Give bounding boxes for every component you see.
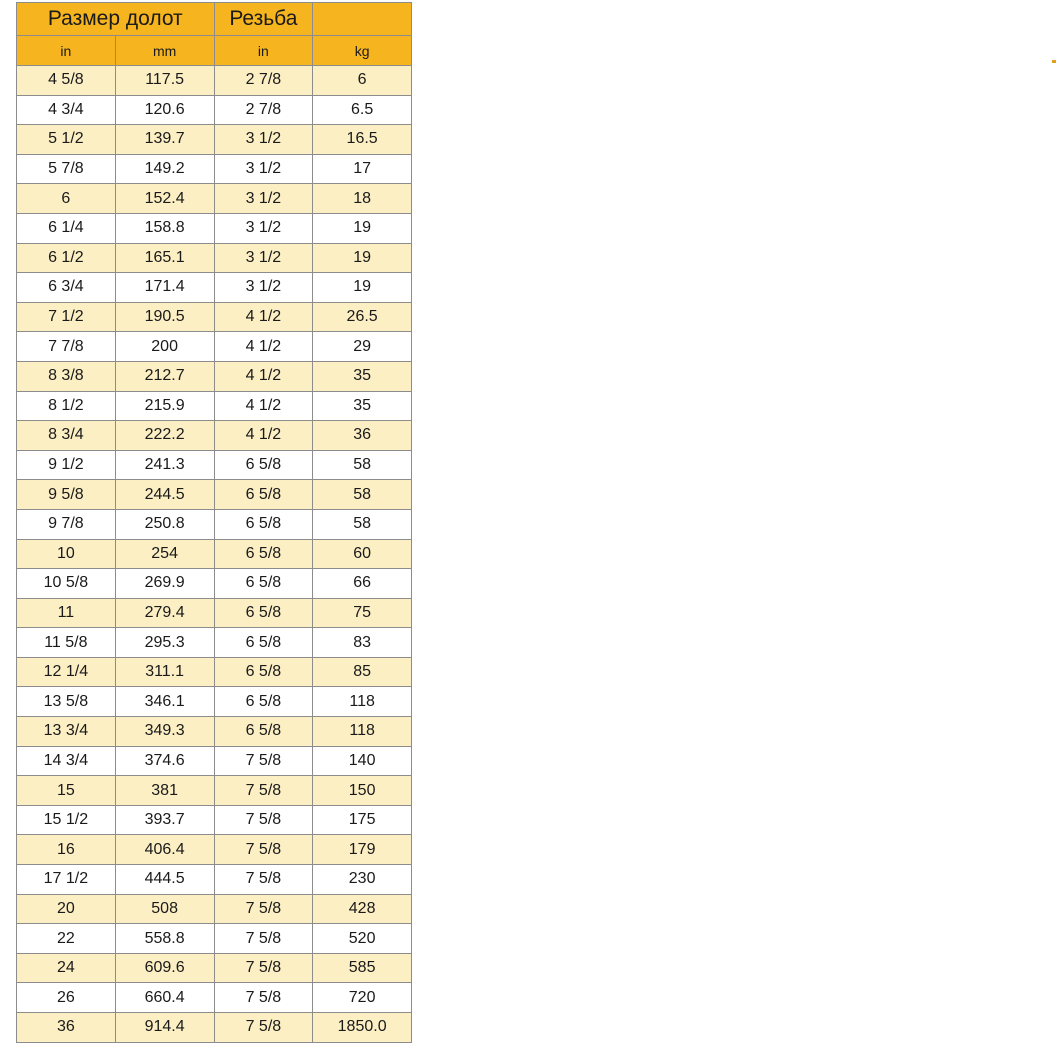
- size-in-cell: 20: [17, 894, 116, 924]
- size-in-cell: 14 3/4: [17, 746, 116, 776]
- thread-in-cell: 2 7/8: [214, 95, 313, 125]
- weight-kg-cell: 175: [313, 805, 412, 835]
- size-mm-cell: 171.4: [115, 273, 214, 303]
- thread-in-cell: 4 1/2: [214, 391, 313, 421]
- table-row: [17, 776, 412, 806]
- size-in-cell: 17 1/2: [17, 865, 116, 895]
- thread-in-cell: 3 1/2: [214, 273, 313, 303]
- table-row: [17, 835, 412, 865]
- table-row: [17, 332, 412, 362]
- bit-size-header: Размер долот: [17, 3, 215, 36]
- weight-kg-cell: 16.5: [313, 125, 412, 155]
- weight-kg-cell: 6: [313, 66, 412, 96]
- thread-in-cell: 7 5/8: [214, 1013, 313, 1043]
- thread-in-cell: 3 1/2: [214, 125, 313, 155]
- table-row: [17, 361, 412, 391]
- size-in-cell: 10: [17, 539, 116, 569]
- size-mm-cell: 158.8: [115, 213, 214, 243]
- weight-kg-cell: 118: [313, 717, 412, 747]
- size-in-cell: 12 1/4: [17, 657, 116, 687]
- weight-kg-cell: 58: [313, 509, 412, 539]
- size-mm-cell: 120.6: [115, 95, 214, 125]
- table-row: [17, 1013, 412, 1043]
- size-mm-cell: 393.7: [115, 805, 214, 835]
- weight-kg-cell: 585: [313, 953, 412, 983]
- size-in-cell: 4 3/4: [17, 95, 116, 125]
- size-mm-cell: 254: [115, 539, 214, 569]
- table-row: [17, 628, 412, 658]
- size-mm-cell: 215.9: [115, 391, 214, 421]
- unit-header-thread-in: in: [214, 36, 313, 66]
- thread-in-cell: 3 1/2: [214, 213, 313, 243]
- thread-in-cell: 3 1/2: [214, 243, 313, 273]
- table-row: [17, 421, 412, 451]
- size-in-cell: 6: [17, 184, 116, 214]
- table-row: [17, 805, 412, 835]
- weight-kg-cell: 19: [313, 213, 412, 243]
- size-mm-cell: 609.6: [115, 953, 214, 983]
- table-row: [17, 509, 412, 539]
- table-row: [17, 717, 412, 747]
- table-row: [17, 125, 412, 155]
- weight-kg-cell: 1850.0: [313, 1013, 412, 1043]
- size-in-cell: 15 1/2: [17, 805, 116, 835]
- size-in-cell: 7 7/8: [17, 332, 116, 362]
- size-mm-cell: 349.3: [115, 717, 214, 747]
- table-row: [17, 894, 412, 924]
- size-in-cell: 9 5/8: [17, 480, 116, 510]
- thread-in-cell: 6 5/8: [214, 687, 313, 717]
- size-mm-cell: 508: [115, 894, 214, 924]
- size-in-cell: 6 3/4: [17, 273, 116, 303]
- blank-header: [313, 3, 412, 36]
- weight-kg-cell: 118: [313, 687, 412, 717]
- weight-kg-cell: 29: [313, 332, 412, 362]
- size-in-cell: 4 5/8: [17, 66, 116, 96]
- table-row: [17, 391, 412, 421]
- thread-in-cell: 6 5/8: [214, 598, 313, 628]
- size-mm-cell: 406.4: [115, 835, 214, 865]
- weight-kg-cell: 83: [313, 628, 412, 658]
- size-mm-cell: 444.5: [115, 865, 214, 895]
- size-in-cell: 11: [17, 598, 116, 628]
- size-in-cell: 11 5/8: [17, 628, 116, 658]
- table-row: [17, 243, 412, 273]
- weight-kg-cell: 75: [313, 598, 412, 628]
- size-in-cell: 5 1/2: [17, 125, 116, 155]
- size-in-cell: 6 1/4: [17, 213, 116, 243]
- weight-kg-cell: 85: [313, 657, 412, 687]
- weight-kg-cell: 18: [313, 184, 412, 214]
- size-in-cell: 7 1/2: [17, 302, 116, 332]
- weight-kg-cell: 58: [313, 450, 412, 480]
- table-row: [17, 154, 412, 184]
- thread-in-cell: 7 5/8: [214, 953, 313, 983]
- thread-in-cell: 6 5/8: [214, 657, 313, 687]
- weight-kg-cell: 19: [313, 273, 412, 303]
- size-in-cell: 13 5/8: [17, 687, 116, 717]
- weight-kg-cell: 720: [313, 983, 412, 1013]
- weight-kg-cell: 60: [313, 539, 412, 569]
- size-mm-cell: 250.8: [115, 509, 214, 539]
- unit-header-kg: kg: [313, 36, 412, 66]
- table-row: [17, 746, 412, 776]
- bit-size-table: [16, 2, 412, 1043]
- weight-kg-cell: 36: [313, 421, 412, 451]
- size-in-cell: 10 5/8: [17, 569, 116, 599]
- table-row: [17, 687, 412, 717]
- thread-in-cell: 6 5/8: [214, 569, 313, 599]
- table-row: [17, 657, 412, 687]
- size-mm-cell: 200: [115, 332, 214, 362]
- table-row: [17, 450, 412, 480]
- table-row: [17, 539, 412, 569]
- size-mm-cell: 212.7: [115, 361, 214, 391]
- table-row: [17, 95, 412, 125]
- thread-header: Резьба: [214, 3, 313, 36]
- size-mm-cell: 914.4: [115, 1013, 214, 1043]
- thread-in-cell: 6 5/8: [214, 628, 313, 658]
- size-in-cell: 9 7/8: [17, 509, 116, 539]
- size-mm-cell: 346.1: [115, 687, 214, 717]
- weight-kg-cell: 58: [313, 480, 412, 510]
- size-mm-cell: 165.1: [115, 243, 214, 273]
- size-mm-cell: 381: [115, 776, 214, 806]
- size-mm-cell: 295.3: [115, 628, 214, 658]
- table-row: [17, 273, 412, 303]
- thread-in-cell: 7 5/8: [214, 924, 313, 954]
- weight-kg-cell: 520: [313, 924, 412, 954]
- weight-kg-cell: 35: [313, 361, 412, 391]
- size-mm-cell: 311.1: [115, 657, 214, 687]
- thread-in-cell: 3 1/2: [214, 184, 313, 214]
- size-in-cell: 36: [17, 1013, 116, 1043]
- thread-in-cell: 4 1/2: [214, 421, 313, 451]
- size-mm-cell: 558.8: [115, 924, 214, 954]
- weight-kg-cell: 35: [313, 391, 412, 421]
- size-in-cell: 16: [17, 835, 116, 865]
- units-row: [17, 36, 412, 66]
- size-mm-cell: 269.9: [115, 569, 214, 599]
- thread-in-cell: 7 5/8: [214, 776, 313, 806]
- size-mm-cell: 190.5: [115, 302, 214, 332]
- size-mm-cell: 117.5: [115, 66, 214, 96]
- weight-kg-cell: 428: [313, 894, 412, 924]
- header-row: [17, 3, 412, 36]
- size-mm-cell: 152.4: [115, 184, 214, 214]
- thread-in-cell: 7 5/8: [214, 835, 313, 865]
- size-mm-cell: 139.7: [115, 125, 214, 155]
- table-row: [17, 953, 412, 983]
- thread-in-cell: 3 1/2: [214, 154, 313, 184]
- table-row: [17, 924, 412, 954]
- size-mm-cell: 241.3: [115, 450, 214, 480]
- weight-kg-cell: 66: [313, 569, 412, 599]
- weight-kg-cell: 6.5: [313, 95, 412, 125]
- thread-in-cell: 6 5/8: [214, 717, 313, 747]
- thread-in-cell: 4 1/2: [214, 302, 313, 332]
- size-mm-cell: 149.2: [115, 154, 214, 184]
- size-in-cell: 6 1/2: [17, 243, 116, 273]
- size-in-cell: 5 7/8: [17, 154, 116, 184]
- size-in-cell: 13 3/4: [17, 717, 116, 747]
- size-mm-cell: 660.4: [115, 983, 214, 1013]
- size-in-cell: 15: [17, 776, 116, 806]
- weight-kg-cell: 17: [313, 154, 412, 184]
- weight-kg-cell: 150: [313, 776, 412, 806]
- table-row: [17, 184, 412, 214]
- size-in-cell: 24: [17, 953, 116, 983]
- table-row: [17, 213, 412, 243]
- weight-kg-cell: 140: [313, 746, 412, 776]
- thread-in-cell: 7 5/8: [214, 746, 313, 776]
- size-in-cell: 8 1/2: [17, 391, 116, 421]
- table-row: [17, 302, 412, 332]
- weight-kg-cell: 230: [313, 865, 412, 895]
- table-row: [17, 865, 412, 895]
- weight-kg-cell: 19: [313, 243, 412, 273]
- thread-in-cell: 7 5/8: [214, 865, 313, 895]
- unit-header-in: in: [17, 36, 116, 66]
- table-row: [17, 480, 412, 510]
- thread-in-cell: 6 5/8: [214, 450, 313, 480]
- table-row: [17, 983, 412, 1013]
- unit-header-mm: mm: [115, 36, 214, 66]
- thread-in-cell: 6 5/8: [214, 509, 313, 539]
- size-mm-cell: 244.5: [115, 480, 214, 510]
- size-in-cell: 9 1/2: [17, 450, 116, 480]
- size-mm-cell: 374.6: [115, 746, 214, 776]
- thread-in-cell: 4 1/2: [214, 361, 313, 391]
- table-row: [17, 569, 412, 599]
- size-in-cell: 8 3/4: [17, 421, 116, 451]
- table-row: [17, 66, 412, 96]
- size-in-cell: 26: [17, 983, 116, 1013]
- thread-in-cell: 6 5/8: [214, 539, 313, 569]
- thread-in-cell: 4 1/2: [214, 332, 313, 362]
- edge-mark: [1052, 60, 1056, 63]
- thread-in-cell: 7 5/8: [214, 894, 313, 924]
- thread-in-cell: 2 7/8: [214, 66, 313, 96]
- table-row: [17, 598, 412, 628]
- size-mm-cell: 222.2: [115, 421, 214, 451]
- thread-in-cell: 6 5/8: [214, 480, 313, 510]
- size-in-cell: 22: [17, 924, 116, 954]
- size-in-cell: 8 3/8: [17, 361, 116, 391]
- thread-in-cell: 7 5/8: [214, 805, 313, 835]
- weight-kg-cell: 179: [313, 835, 412, 865]
- size-mm-cell: 279.4: [115, 598, 214, 628]
- thread-in-cell: 7 5/8: [214, 983, 313, 1013]
- table-body: [17, 66, 412, 1043]
- weight-kg-cell: 26.5: [313, 302, 412, 332]
